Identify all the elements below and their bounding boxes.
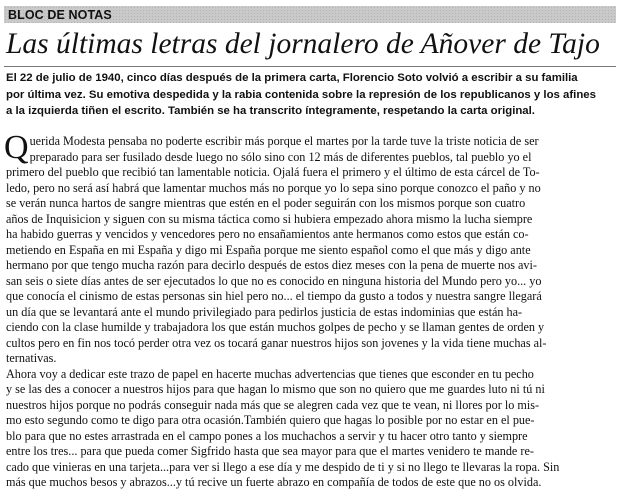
letter-line: cado que vinieras en una tarjeta...para ver si llego a ese día y me despido de ti y si no llego te llevaras la ropa. Sin [6,459,560,474]
letter-line: blo para que no estes arrastrada en el campo pones a los muchachos a servir y tu hacer otro tanto y siempre [6,428,528,443]
letter-line: preparado para ser fusilado desde luego no sólo sino con 12 más de diferentes pueblos, tal pueblo yo el [29,149,532,164]
headline-divider [4,66,616,67]
letter-line: nuestros hijos porque no podrás conseguir nada más que se alegren cada vez que te vean, ni llores por lo mis- [6,397,540,412]
letter-line: ha habido guerras y vencidos y vencedores pero no ensañamientos ante hermanos como estos que están co- [6,227,529,241]
letter-body [4,129,620,491]
letter-line: y se las des a conocer a nuestros hijos para que hagan lo mismo que son no quiero que me guardes luto ni tú ni [6,382,545,396]
letter-line: metiendo en España en mi España y digo mi España porque me siento español como el que más y digo ante [6,242,531,257]
lead-line: El 22 de julio de 1940, cinco días después de la primera carta, Florencio Soto volvió a escribir a su familia [6,72,578,84]
letter-line: mo esto segundo como te digo para otra ocasión.También quiero que hagas lo posible por no estar en el pue- [6,413,535,427]
letter-line: hermano por que tengo mucha razón para decirlo después de estos diez meses con la pena de muerte nos avi- [6,258,537,272]
letter-line: ternativas. [6,351,57,365]
article-headline: Las últimas letras del jornalero de Añover de Tajo [6,28,600,60]
section-header-bar [4,6,616,23]
letter-line: años de Inquisicion y siguen con su misma táctica como si hubiera empezado ahora mismo la lucha siempre [6,211,533,226]
letter-line-text: uerida Modesta pensaba no poderte escribir más porque el martes por la tarde tuve la triste noticia de ser [29,134,539,148]
letter-line: san seis o siete días antes de ser ejecutados lo que no es conocido en ninguna historia del Mundo pero yo... yo [6,273,542,288]
letter-paragraph-2 [6,367,620,491]
letter-line: más que muchos besos y abrazos...y tú recive un fuerte abrazo en compañía de todos de este que no os olvida. [6,475,542,489]
letter-line: Ahora voy a dedicar este trazo de papel en hacerte muchas advertencias que tienes que esconder en tu pecho [6,366,534,381]
letter-line: se verán nunca hartos de sangre mientras que estén en el poder seguirán con los mismos porque son cuatro [6,196,526,210]
section-label: BLOC DE NOTAS [8,8,112,22]
letter-paragraph-1 [4,129,620,367]
letter-line: primero del pueblo que recibió tan lamentable noticia. Ojalá fuera el primero y el último de esta cárcel de To- [6,165,540,179]
lead-line: a la izquierda tiñen el escrito. También se ha transcrito íntegramente, respetando la carta original. [6,105,535,117]
letter-line: cultos pero en fin nos tocó perder otra vez os tocará ganar nuestros hijos son jovenes y la vida tiene muchas al- [6,335,547,350]
letter-line: ledo, pero no será así habrá que lamentar muchos más no porque yo lo sepa sino porque conozco el paño y no [6,180,541,195]
lead-line: por última vez. Su emotiva despedida y la rabia contenida sobre la represión de los republicanos y los afines [6,88,596,101]
letter-line: entre los tres... para que pueda comer Sigfrido hasta que sea mayor para que el martes venidero te mande re- [6,444,534,458]
article-lead [6,70,620,120]
letter-line: ciendo con la clase humilde y trabajadora los que están muchos golpes de pecho y se llaman gentes de orden y [6,320,545,334]
letter-line: que conocía el cinismo de estas personas sin hiel pero no... el tiempo da gusto a todos y nuestra sangre llegará [6,289,542,303]
letter-line: un día que se levantará ante el mundo privilegiado para pedirlos justicia de estas indominias que están ha- [6,304,523,319]
drop-cap: Q [4,129,29,166]
